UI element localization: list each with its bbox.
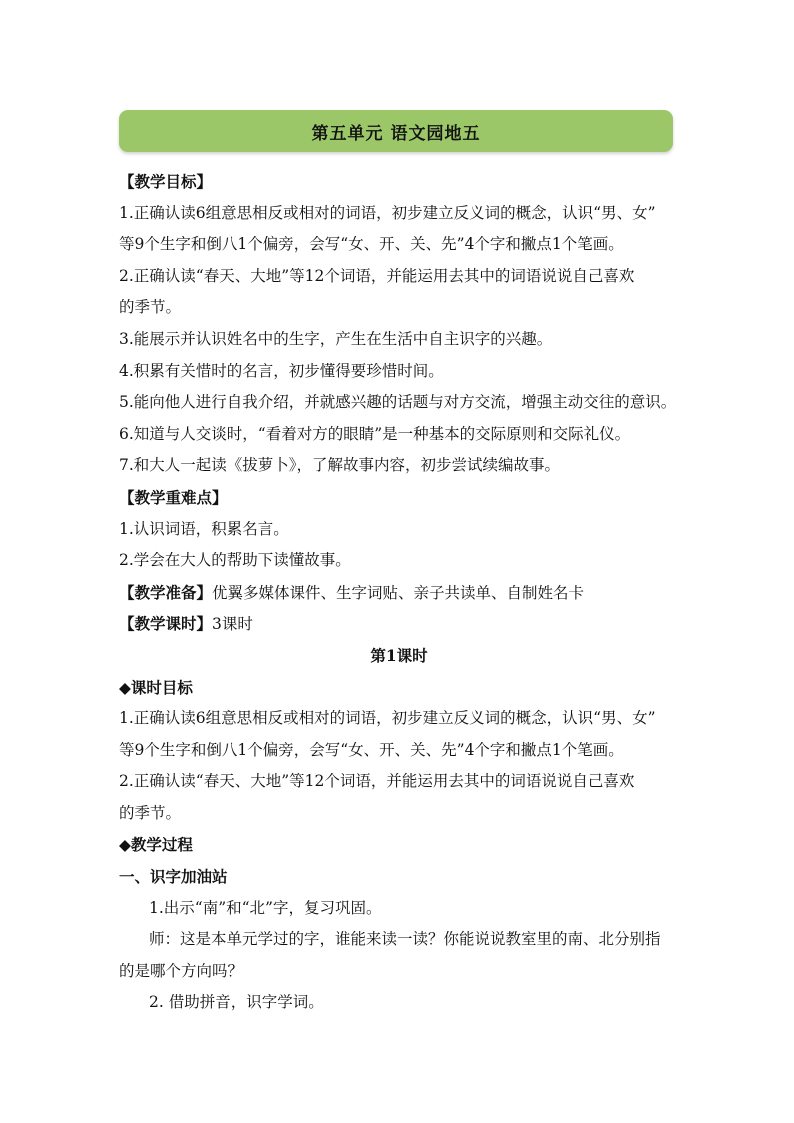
preparation-row: [119, 577, 679, 609]
section-heading: 一、识字加油站: [119, 867, 228, 887]
unit-title: 第五单元 语文园地五: [311, 123, 481, 144]
goal-line: 的季节。: [119, 298, 182, 317]
unit-title-banner: [119, 110, 673, 152]
process-step: 1.出示“南”和“北”字，复习巩固。: [149, 898, 382, 917]
lesson-title: 第1课时: [370, 645, 428, 665]
goal-line: 5.能向他人进行自我介绍，并就感兴趣的话题与对方交流，增强主动交往的意识。: [119, 393, 677, 412]
process-step: 的是哪个方向吗？: [119, 961, 244, 980]
lesson-goal-line: 等9个生字和倒八1个偏旁，会写“女、开、关、先”4个字和撇点1个笔画。: [119, 740, 624, 759]
goal-line: 等9个生字和倒八1个偏旁，会写“女、开、关、先”4个字和撇点1个笔画。: [119, 235, 624, 254]
key-point-line: 2.学会在大人的帮助下读懂故事。: [119, 551, 351, 570]
process-step: 师：这是本单元学过的字，谁能来读一读？你能说说教室里的南、北分别指: [149, 930, 661, 949]
goals-heading: 【教学目标】: [119, 172, 213, 191]
goal-line: 7.和大人一起读《拔萝卜》，了解故事内容，初步尝试续编故事。: [119, 456, 561, 475]
key-point-line: 1.认识词语，积累名言。: [119, 519, 289, 538]
process-step: 2. 借助拼音，识字学词。: [149, 993, 324, 1012]
periods-row: [119, 608, 679, 640]
lesson-goal-line: 2.正确认读“春天、大地”等12个词语，并能运用去其中的词语说说自己喜欢: [119, 772, 635, 791]
process-heading: ◆教学过程: [119, 835, 193, 855]
periods-label: 【教学课时】: [119, 614, 213, 634]
goal-line: 3.能展示并认识姓名中的生字，产生在生活中自主识字的兴趣。: [119, 329, 553, 348]
document-body: [119, 166, 679, 1019]
goal-line: 2.正确认读“春天、大地”等12个词语，并能运用去其中的词语说说自己喜欢: [119, 266, 635, 285]
lesson-goal-line: 的季节。: [119, 803, 182, 822]
key-points-heading: 【教学重难点】: [119, 487, 228, 507]
preparation-label: 【教学准备】: [119, 582, 213, 602]
periods-value: 3课时: [212, 615, 253, 634]
preparation-value: 优翼多媒体课件、生字词贴、亲子共读单、自制姓名卡: [212, 583, 585, 602]
goal-line: 4.积累有关惜时的名言，初步懂得要珍惜时间。: [119, 361, 444, 380]
goal-line: 6.知道与人交谈时，“看着对方的眼睛”是一种基本的交际原则和交际礼仪。: [119, 424, 631, 443]
lesson-goals-heading: ◆课时目标: [119, 677, 193, 697]
lesson-goal-line: 1.正确认读6组意思相反或相对的词语，初步建立反义词的概念，认识“男、女”: [119, 709, 656, 728]
goal-line: 1.正确认读6组意思相反或相对的词语，初步建立反义词的概念，认识“男、女”: [119, 203, 656, 222]
